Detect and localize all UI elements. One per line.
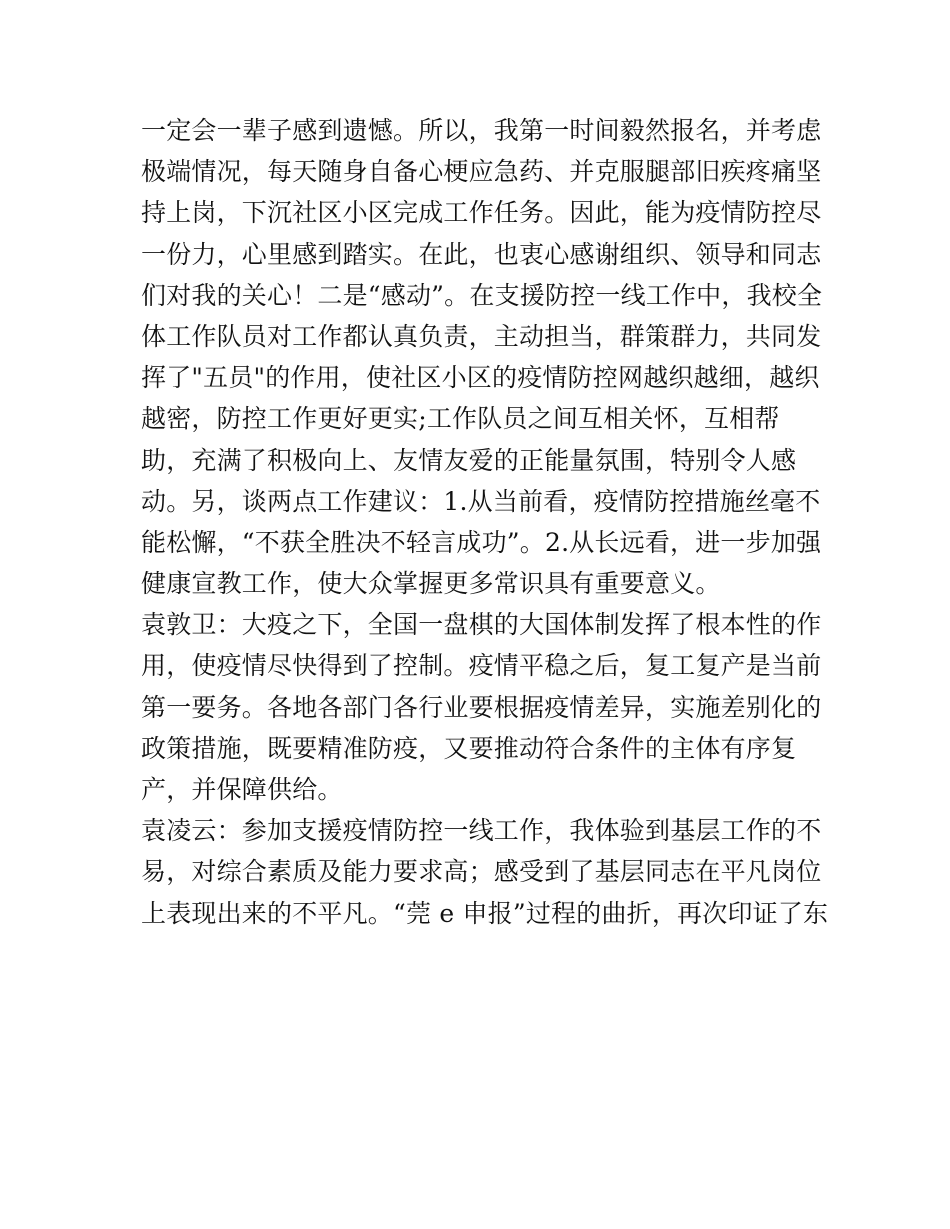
text-line: 政策措施，既要精准防疫，又要推动符合条件的主体有序复: [141, 733, 797, 763]
text-line: 们对我的关心！二是“感动”。在支援防控一线工作中，我校全: [141, 280, 823, 310]
text-line: 用，使疫情尽快得到了控制。疫情平稳之后，复工复产是当前: [141, 651, 822, 681]
text-line: 第一要务。各地各部门各行业要根据疫情差异，实施差别化的: [141, 692, 822, 722]
text-line: 产，并保障供给。: [141, 775, 343, 804]
document-body: [141, 110, 829, 934]
text-line: 极端情况，每天随身自备心梗应急药、并克服腿部旧疾疼痛坚: [141, 157, 822, 187]
text-line: 持上岗，下沉社区小区完成工作任务。因此，能为疫情防控尽: [141, 198, 822, 228]
text-line: 挥了"五员"的作用，使社区小区的疫情防控网越织越细，越织: [141, 363, 820, 393]
text-line: 助，充满了积极向上、友情友爱的正能量氛围，特别令人感: [141, 445, 797, 475]
text-line: 健康宣教工作，使大众掌握更多常识具有重要意义。: [141, 569, 721, 599]
text-line: 一份力，心里感到踏实。在此，也衷心感谢组织、领导和同志: [141, 239, 822, 269]
text-line: 袁凌云：参加支援疫情防控一线工作，我体验到基层工作的不: [141, 816, 822, 846]
text-line: 体工作队员对工作都认真负责，主动担当，群策群力，共同发: [141, 321, 822, 351]
text-line: 上表现出来的不平凡。“莞 e 申报”过程的曲折，再次印证了东: [141, 898, 829, 928]
text-line: 袁敦卫：大疫之下，全国一盘棋的大国体制发挥了根本性的作: [141, 610, 822, 640]
text-line: 动。另，谈两点工作建议：1.从当前看，疫情防控措施丝毫不: [141, 486, 821, 516]
text-line: 一定会一辈子感到遗憾。所以，我第一时间毅然报名，并考虑: [141, 116, 822, 145]
text-line: 易，对综合素质及能力要求高；感受到了基层同志在平凡岗位: [141, 857, 822, 887]
text-line: 越密，防控工作更好更实;工作队员之间互相关怀，互相帮: [141, 404, 780, 434]
text-line: 能松懈，“不获全胜决不轻言成功”。2.从长远看，进一步加强: [141, 527, 822, 557]
